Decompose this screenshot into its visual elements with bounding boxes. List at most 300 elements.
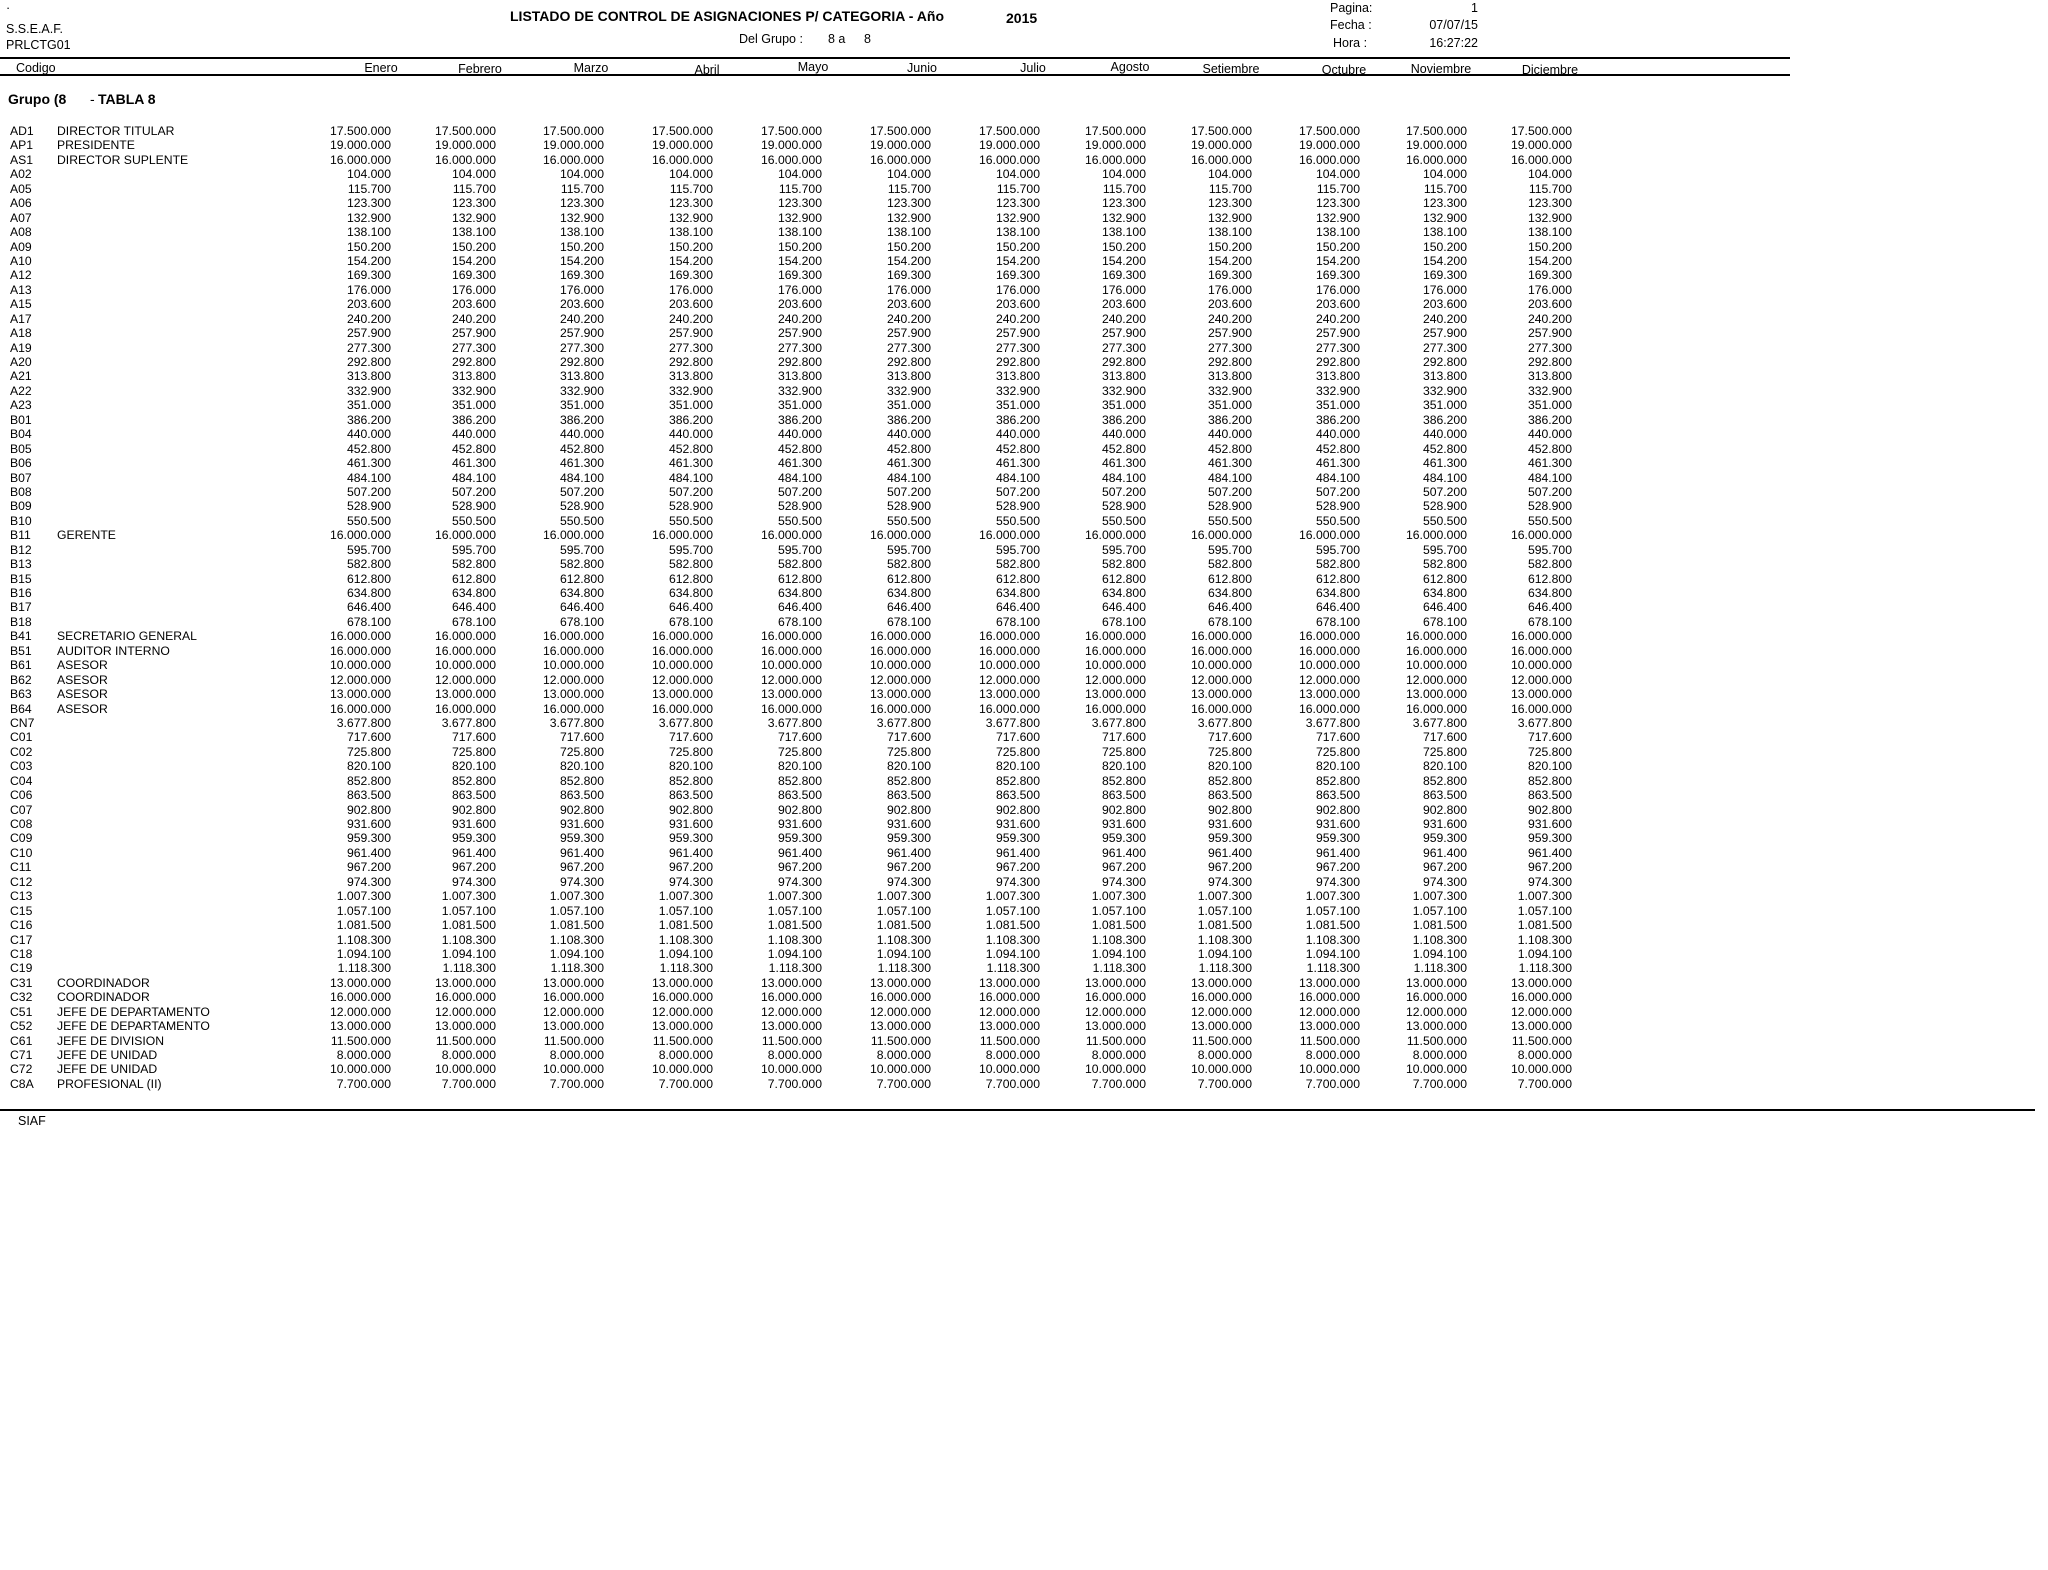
- cell-diciembre: 852.800: [1527, 773, 1572, 788]
- cell-setiembre: 16.000.000: [1191, 643, 1252, 658]
- row-code: B13: [10, 557, 32, 572]
- cell-abril: 1.057.100: [658, 903, 713, 918]
- cell-octubre: 678.100: [1315, 614, 1360, 629]
- cell-marzo: 386.200: [559, 412, 604, 427]
- cell-junio: 528.900: [886, 499, 931, 514]
- cell-enero: 1.118.300: [337, 961, 391, 976]
- table-row: [0, 485, 1800, 499]
- cell-febrero: 967.200: [451, 860, 496, 875]
- cell-junio: 16.000.000: [870, 528, 931, 543]
- row-code: C09: [10, 831, 33, 846]
- cell-noviembre: 169.300: [1422, 268, 1467, 283]
- cell-junio: 138.100: [886, 225, 931, 240]
- row-code: A02: [10, 167, 32, 182]
- table-row: [0, 629, 1800, 643]
- cell-febrero: 725.800: [451, 744, 496, 759]
- cell-junio: 176.000: [886, 282, 931, 297]
- cell-julio: 11.500.000: [979, 1033, 1040, 1048]
- cell-noviembre: 507.200: [1422, 484, 1467, 499]
- cell-octubre: 13.000.000: [1299, 975, 1360, 990]
- cell-febrero: 19.000.000: [435, 138, 496, 153]
- cell-setiembre: 257.900: [1207, 326, 1252, 341]
- cell-julio: 1.118.300: [986, 961, 1040, 976]
- row-code: A09: [10, 239, 32, 254]
- cell-junio: 13.000.000: [870, 687, 931, 702]
- row-code: C06: [10, 788, 33, 803]
- cell-enero: 203.600: [346, 297, 391, 312]
- cell-abril: 820.100: [668, 759, 713, 774]
- table-row: [0, 312, 1800, 326]
- cell-abril: 13.000.000: [652, 1019, 713, 1034]
- cell-setiembre: 150.200: [1207, 239, 1252, 254]
- cell-febrero: 8.000.000: [441, 1048, 496, 1062]
- cell-mayo: 203.600: [777, 297, 822, 312]
- org-label: S.S.E.A.F.: [6, 22, 63, 36]
- cell-mayo: 902.800: [777, 802, 822, 817]
- cell-junio: 313.800: [886, 369, 931, 384]
- cell-junio: 12.000.000: [870, 672, 931, 687]
- cell-junio: 961.400: [886, 845, 931, 860]
- cell-diciembre: 1.118.300: [1518, 961, 1572, 976]
- cell-diciembre: 154.200: [1527, 253, 1572, 268]
- cell-diciembre: 7.700.000: [1517, 1076, 1572, 1091]
- cell-octubre: 1.118.300: [1306, 961, 1360, 976]
- cell-julio: 10.000.000: [979, 1062, 1040, 1077]
- cell-noviembre: 717.600: [1422, 730, 1467, 745]
- cell-febrero: 1.118.300: [442, 961, 496, 976]
- row-code: B09: [10, 499, 32, 514]
- row-description: ASESOR: [57, 701, 108, 716]
- table-row: [0, 355, 1800, 369]
- row-code: C12: [10, 874, 33, 889]
- cell-setiembre: 132.900: [1207, 210, 1252, 225]
- cell-enero: 150.200: [346, 239, 391, 254]
- cell-noviembre: 902.800: [1422, 802, 1467, 817]
- cell-mayo: 292.800: [777, 355, 822, 369]
- cell-julio: 19.000.000: [979, 138, 1040, 153]
- cell-enero: 176.000: [346, 282, 391, 297]
- cell-noviembre: 10.000.000: [1406, 1062, 1467, 1077]
- page-number: 1: [1471, 1, 1478, 15]
- cell-octubre: 169.300: [1315, 268, 1360, 283]
- cell-noviembre: 17.500.000: [1406, 124, 1467, 138]
- table-row: [0, 124, 1800, 138]
- column-header-octubre: Octubre: [1321, 63, 1367, 77]
- cell-abril: 16.000.000: [652, 990, 713, 1005]
- cell-enero: 452.800: [346, 441, 391, 456]
- cell-setiembre: 7.700.000: [1197, 1076, 1252, 1091]
- cell-enero: 16.000.000: [330, 152, 391, 167]
- cell-febrero: 351.000: [451, 398, 496, 413]
- cell-mayo: 1.118.300: [768, 961, 822, 976]
- cell-junio: 678.100: [886, 614, 931, 629]
- table-row: [0, 933, 1800, 947]
- row-code: B06: [10, 456, 32, 471]
- cell-mayo: 169.300: [777, 268, 822, 283]
- cell-junio: 13.000.000: [870, 1019, 931, 1034]
- cell-marzo: 902.800: [559, 802, 604, 817]
- row-code: A15: [10, 297, 32, 312]
- cell-octubre: 17.500.000: [1299, 124, 1360, 138]
- cell-marzo: 461.300: [559, 456, 604, 471]
- cell-junio: 440.000: [886, 427, 931, 442]
- cell-febrero: 595.700: [451, 542, 496, 557]
- column-header-setiembre: Setiembre: [1202, 62, 1260, 76]
- cell-mayo: 257.900: [777, 326, 822, 341]
- cell-enero: 19.000.000: [330, 138, 391, 153]
- column-header-codigo: Codigo: [16, 61, 56, 75]
- cell-agosto: 550.500: [1101, 513, 1146, 528]
- cell-febrero: 612.800: [451, 571, 496, 586]
- cell-octubre: 115.700: [1316, 181, 1360, 196]
- cell-abril: 863.500: [668, 788, 713, 803]
- row-code: B51: [10, 643, 32, 658]
- cell-marzo: 612.800: [559, 571, 604, 586]
- row-code: A10: [10, 253, 32, 268]
- cell-junio: 10.000.000: [870, 658, 931, 673]
- table-row: [0, 831, 1800, 845]
- cell-mayo: 277.300: [777, 340, 822, 355]
- row-code: C32: [10, 990, 33, 1005]
- cell-febrero: 484.100: [451, 470, 496, 485]
- cell-marzo: 332.900: [559, 383, 604, 398]
- cell-diciembre: 10.000.000: [1511, 1062, 1572, 1077]
- cell-marzo: 528.900: [559, 499, 604, 514]
- cell-setiembre: 138.100: [1207, 225, 1252, 240]
- cell-diciembre: 10.000.000: [1511, 658, 1572, 673]
- cell-diciembre: 1.007.300: [1517, 889, 1572, 904]
- cell-setiembre: 852.800: [1207, 773, 1252, 788]
- cell-noviembre: 461.300: [1422, 456, 1467, 471]
- cell-agosto: 902.800: [1101, 802, 1146, 817]
- cell-febrero: 550.500: [451, 513, 496, 528]
- cell-agosto: 484.100: [1101, 470, 1146, 485]
- cell-octubre: 16.000.000: [1299, 528, 1360, 543]
- table-row: [0, 803, 1800, 817]
- cell-setiembre: 123.300: [1207, 196, 1252, 211]
- cell-noviembre: 1.057.100: [1412, 903, 1467, 918]
- cell-mayo: 16.000.000: [761, 629, 822, 644]
- cell-mayo: 634.800: [777, 586, 822, 600]
- cell-abril: 852.800: [668, 773, 713, 788]
- cell-mayo: 959.300: [777, 831, 822, 846]
- cell-julio: 440.000: [995, 427, 1040, 442]
- row-description: JEFE DE DEPARTAMENTO: [57, 1004, 210, 1019]
- cell-marzo: 16.000.000: [543, 528, 604, 543]
- cell-octubre: 595.700: [1315, 542, 1360, 557]
- cell-enero: 16.000.000: [330, 701, 391, 716]
- table-row: [0, 1019, 1800, 1033]
- cell-mayo: 974.300: [777, 874, 822, 889]
- cell-marzo: 820.100: [559, 759, 604, 774]
- cell-octubre: 386.200: [1315, 412, 1360, 427]
- cell-abril: 1.108.300: [658, 932, 713, 947]
- row-code: B01: [10, 412, 32, 427]
- cell-diciembre: 132.900: [1527, 210, 1572, 225]
- cell-marzo: 725.800: [559, 744, 604, 759]
- cell-abril: 634.800: [668, 586, 713, 600]
- cell-febrero: 13.000.000: [435, 687, 496, 702]
- table-row: [0, 211, 1800, 225]
- cell-mayo: 332.900: [777, 383, 822, 398]
- cell-octubre: 277.300: [1315, 340, 1360, 355]
- cell-abril: 154.200: [668, 253, 713, 268]
- cell-enero: 132.900: [346, 210, 391, 225]
- cell-diciembre: 17.500.000: [1511, 124, 1572, 138]
- cell-agosto: 16.000.000: [1085, 152, 1146, 167]
- cell-febrero: 16.000.000: [435, 528, 496, 543]
- row-description: JEFE DE DEPARTAMENTO: [57, 1019, 210, 1034]
- cell-mayo: 104.000: [777, 167, 822, 182]
- table-row: [0, 1048, 1800, 1062]
- table-row: [0, 182, 1800, 196]
- cell-julio: 150.200: [995, 239, 1040, 254]
- group-table: TABLA 8: [98, 91, 156, 107]
- cell-marzo: 967.200: [559, 860, 604, 875]
- cell-junio: 16.000.000: [870, 701, 931, 716]
- cell-agosto: 292.800: [1101, 355, 1146, 369]
- cell-marzo: 176.000: [559, 282, 604, 297]
- cell-enero: 13.000.000: [330, 687, 391, 702]
- cell-enero: 12.000.000: [330, 672, 391, 687]
- cell-noviembre: 351.000: [1422, 398, 1467, 413]
- cell-junio: 19.000.000: [870, 138, 931, 153]
- cell-diciembre: 11.500.000: [1511, 1033, 1572, 1048]
- cell-agosto: 138.100: [1101, 225, 1146, 240]
- cell-marzo: 132.900: [559, 210, 604, 225]
- table-row: [0, 369, 1800, 383]
- cell-marzo: 10.000.000: [543, 658, 604, 673]
- row-description: AUDITOR INTERNO: [57, 643, 170, 658]
- cell-octubre: 725.800: [1315, 744, 1360, 759]
- cell-setiembre: 313.800: [1207, 369, 1252, 384]
- cell-abril: 678.100: [668, 614, 713, 629]
- cell-marzo: 16.000.000: [543, 629, 604, 644]
- cell-febrero: 717.600: [451, 730, 496, 745]
- cell-diciembre: 961.400: [1527, 845, 1572, 860]
- cell-febrero: 646.400: [451, 600, 496, 615]
- row-description: JEFE DE DIVISION: [57, 1033, 164, 1048]
- cell-noviembre: 1.118.300: [1413, 961, 1467, 976]
- cell-mayo: 8.000.000: [767, 1048, 822, 1062]
- cell-agosto: 3.677.800: [1091, 715, 1146, 730]
- cell-junio: 1.094.100: [876, 946, 931, 961]
- row-code: A13: [10, 282, 32, 297]
- cell-noviembre: 974.300: [1422, 874, 1467, 889]
- cell-junio: 595.700: [886, 542, 931, 557]
- cell-octubre: 12.000.000: [1299, 1004, 1360, 1019]
- cell-enero: 123.300: [346, 196, 391, 211]
- cell-marzo: 1.108.300: [549, 932, 604, 947]
- cell-octubre: 1.081.500: [1305, 918, 1360, 933]
- cell-julio: 154.200: [995, 253, 1040, 268]
- cell-diciembre: 176.000: [1527, 282, 1572, 297]
- cell-setiembre: 1.108.300: [1197, 932, 1252, 947]
- cell-febrero: 277.300: [451, 340, 496, 355]
- row-code: B04: [10, 427, 32, 442]
- cell-julio: 461.300: [995, 456, 1040, 471]
- cell-mayo: 240.200: [777, 311, 822, 326]
- cell-enero: 440.000: [346, 427, 391, 442]
- cell-diciembre: 820.100: [1527, 759, 1572, 774]
- cell-diciembre: 967.200: [1527, 860, 1572, 875]
- cell-agosto: 528.900: [1101, 499, 1146, 514]
- cell-enero: 507.200: [346, 484, 391, 499]
- cell-agosto: 461.300: [1101, 456, 1146, 471]
- cell-setiembre: 154.200: [1207, 253, 1252, 268]
- cell-abril: 484.100: [668, 470, 713, 485]
- cell-febrero: 902.800: [451, 802, 496, 817]
- cell-octubre: 974.300: [1315, 874, 1360, 889]
- cell-febrero: 332.900: [451, 383, 496, 398]
- cell-mayo: 550.500: [777, 513, 822, 528]
- cell-julio: 332.900: [995, 383, 1040, 398]
- cell-noviembre: 115.700: [1423, 181, 1467, 196]
- cell-setiembre: 332.900: [1207, 383, 1252, 398]
- cell-noviembre: 132.900: [1422, 210, 1467, 225]
- cell-diciembre: 12.000.000: [1511, 1004, 1572, 1019]
- cell-octubre: 11.500.000: [1299, 1033, 1360, 1048]
- cell-noviembre: 16.000.000: [1406, 629, 1467, 644]
- cell-junio: 1.007.300: [876, 889, 931, 904]
- cell-setiembre: 582.800: [1207, 557, 1252, 572]
- header-rule-top: [0, 57, 1790, 59]
- cell-junio: 8.000.000: [876, 1048, 931, 1062]
- cell-marzo: 961.400: [559, 845, 604, 860]
- cell-diciembre: 1.057.100: [1517, 903, 1572, 918]
- cell-agosto: 863.500: [1101, 788, 1146, 803]
- table-row: [0, 860, 1800, 874]
- table-row: [0, 961, 1800, 975]
- cell-agosto: 931.600: [1101, 817, 1146, 831]
- cell-setiembre: 17.500.000: [1191, 124, 1252, 138]
- cell-agosto: 1.094.100: [1091, 946, 1146, 961]
- cell-febrero: 240.200: [451, 311, 496, 326]
- cell-enero: 461.300: [346, 456, 391, 471]
- header-rule-bottom: [0, 74, 1790, 76]
- cell-mayo: 612.800: [777, 571, 822, 586]
- cell-octubre: 13.000.000: [1299, 1019, 1360, 1034]
- cell-diciembre: 959.300: [1527, 831, 1572, 846]
- cell-enero: 313.800: [346, 369, 391, 384]
- cell-febrero: 13.000.000: [435, 1019, 496, 1034]
- footer-rule: [0, 1109, 2035, 1111]
- cell-julio: 7.700.000: [985, 1076, 1040, 1091]
- row-code: B12: [10, 542, 32, 557]
- table-row: [0, 1034, 1800, 1048]
- cell-mayo: 528.900: [777, 499, 822, 514]
- cell-febrero: 1.094.100: [441, 946, 496, 961]
- cell-julio: 931.600: [995, 817, 1040, 831]
- cell-julio: 974.300: [995, 874, 1040, 889]
- cell-julio: 3.677.800: [985, 715, 1040, 730]
- cell-setiembre: 12.000.000: [1191, 1004, 1252, 1019]
- cell-setiembre: 3.677.800: [1197, 715, 1252, 730]
- table-row: [0, 889, 1800, 903]
- group-label: Grupo (8: [8, 91, 67, 107]
- cell-octubre: 332.900: [1315, 383, 1360, 398]
- row-code: C71: [10, 1048, 33, 1062]
- cell-abril: 612.800: [668, 571, 713, 586]
- cell-mayo: 717.600: [777, 730, 822, 745]
- cell-agosto: 646.400: [1101, 600, 1146, 615]
- cell-junio: 292.800: [886, 355, 931, 369]
- cell-agosto: 967.200: [1101, 860, 1146, 875]
- cell-abril: 150.200: [668, 239, 713, 254]
- row-code: C13: [10, 889, 33, 904]
- table-row: [0, 196, 1800, 210]
- cell-enero: 646.400: [346, 600, 391, 615]
- cell-marzo: 240.200: [559, 311, 604, 326]
- cell-febrero: 292.800: [451, 355, 496, 369]
- row-description: GERENTE: [57, 528, 116, 543]
- cell-setiembre: 902.800: [1207, 802, 1252, 817]
- cell-marzo: 959.300: [559, 831, 604, 846]
- cell-agosto: 634.800: [1101, 586, 1146, 600]
- cell-julio: 12.000.000: [979, 1004, 1040, 1019]
- table-row: [0, 730, 1800, 744]
- cell-octubre: 931.600: [1315, 817, 1360, 831]
- cell-setiembre: 12.000.000: [1191, 672, 1252, 687]
- cell-julio: 176.000: [995, 282, 1040, 297]
- cell-marzo: 1.118.300: [550, 961, 604, 976]
- cell-mayo: 12.000.000: [761, 1004, 822, 1019]
- cell-junio: 115.700: [887, 181, 931, 196]
- cell-enero: 115.700: [347, 181, 391, 196]
- cell-febrero: 176.000: [451, 282, 496, 297]
- cell-junio: 1.108.300: [876, 932, 931, 947]
- table-row: [0, 398, 1800, 412]
- cell-octubre: 16.000.000: [1299, 629, 1360, 644]
- cell-mayo: 1.057.100: [767, 903, 822, 918]
- cell-diciembre: 13.000.000: [1511, 687, 1572, 702]
- cell-abril: 16.000.000: [652, 643, 713, 658]
- cell-noviembre: 150.200: [1422, 239, 1467, 254]
- cell-julio: 16.000.000: [979, 629, 1040, 644]
- cell-setiembre: 16.000.000: [1191, 152, 1252, 167]
- cell-febrero: 12.000.000: [435, 1004, 496, 1019]
- cell-marzo: 678.100: [559, 614, 604, 629]
- row-code: C19: [10, 961, 33, 976]
- cell-febrero: 132.900: [451, 210, 496, 225]
- cell-mayo: 138.100: [777, 225, 822, 240]
- row-code: C03: [10, 759, 33, 774]
- column-header-noviembre: Noviembre: [1410, 62, 1472, 76]
- row-code: C18: [10, 946, 33, 961]
- cell-julio: 528.900: [995, 499, 1040, 514]
- cell-agosto: 332.900: [1101, 383, 1146, 398]
- cell-abril: 203.600: [668, 297, 713, 312]
- cell-agosto: 440.000: [1101, 427, 1146, 442]
- cell-enero: 484.100: [346, 470, 391, 485]
- cell-junio: 3.677.800: [876, 715, 931, 730]
- page-label: Pagina:: [1330, 1, 1373, 15]
- cell-marzo: 257.900: [559, 326, 604, 341]
- cell-agosto: 104.000: [1101, 167, 1146, 182]
- cell-octubre: 484.100: [1315, 470, 1360, 485]
- cell-setiembre: 13.000.000: [1191, 1019, 1252, 1034]
- cell-julio: 123.300: [995, 196, 1040, 211]
- cell-noviembre: 612.800: [1422, 571, 1467, 586]
- cell-agosto: 582.800: [1101, 557, 1146, 572]
- cell-marzo: 16.000.000: [543, 152, 604, 167]
- cell-octubre: 176.000: [1315, 282, 1360, 297]
- cell-diciembre: 16.000.000: [1511, 152, 1572, 167]
- cell-febrero: 7.700.000: [441, 1076, 496, 1091]
- cell-diciembre: 19.000.000: [1511, 138, 1572, 153]
- cell-mayo: 1.094.100: [767, 946, 822, 961]
- row-code: CN7: [10, 715, 35, 730]
